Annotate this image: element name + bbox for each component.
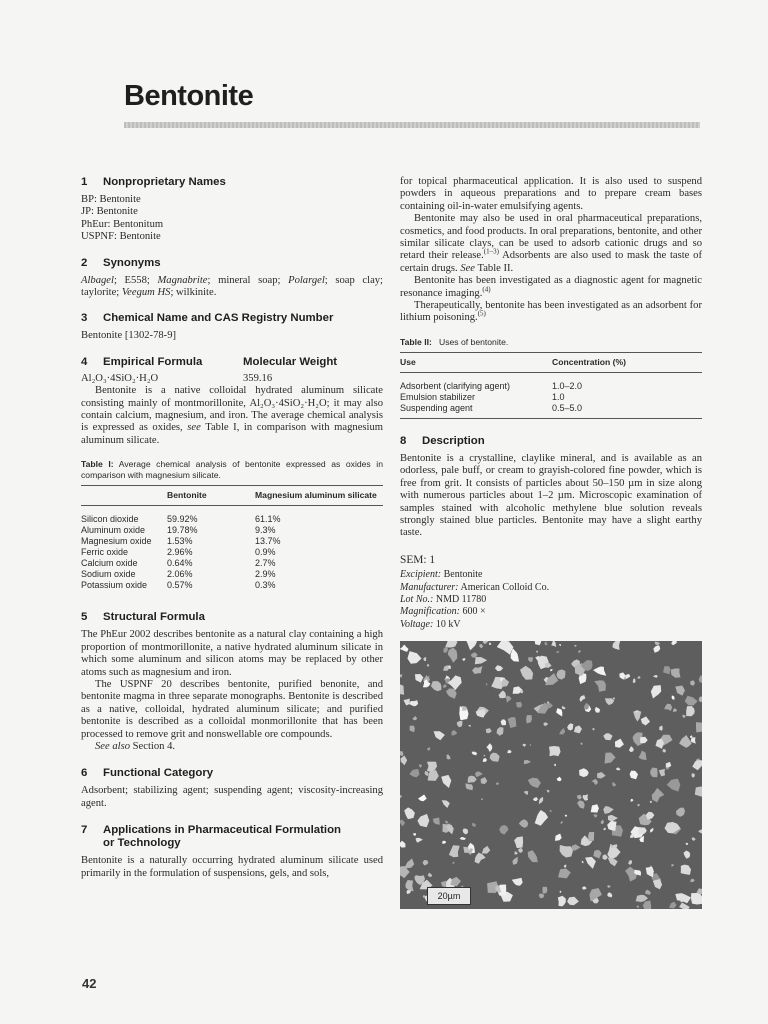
particle [696, 722, 702, 732]
micrograph-particles [400, 641, 702, 909]
table-row: Emulsion stabilizer 1.0 [400, 391, 565, 402]
uses-table [400, 352, 702, 419]
table-row: Ferric oxide 2.96% 0.9% [81, 547, 276, 558]
table-row: Magnesium oxide 1.53% 13.7% [81, 536, 281, 547]
column-header: Use [400, 356, 416, 367]
sem-title: SEM: 1 [400, 553, 436, 566]
section-heading: 1 Nonproprietary Names [81, 176, 226, 188]
name-line: USPNF: Bentonite [81, 231, 161, 243]
table-header-row [81, 486, 383, 506]
section-heading: 7 Applications in Pharmaceutical Formulation or Technology [81, 824, 341, 850]
structural-text-2: The USPNF 20 describes bentonite, purified benonite, and bentonite magma in three separate monographs. Bentonite is described as a native, colloidal, hydrated aluminum silicate; and purified bentonite is described as a colloidal monmorillonite that has been processed to remove grit and nonswellable ore compounds. [81, 678, 383, 740]
section-description [400, 435, 702, 540]
section-applications [81, 824, 383, 880]
table-1 [81, 459, 383, 595]
empirical-formula: Al₂O₃·4SiO₂·H₂O [81, 372, 159, 384]
table-row: Sodium oxide 2.06% 2.9% [81, 569, 276, 580]
particle [691, 893, 702, 905]
applications-cont-1: for topical pharmaceutical application. It is also used to suspend powders in aqueous preparations and to prepare cream bases containing oil-in-water emulsifying agents. [400, 176, 702, 212]
cas-text: Bentonite [1302-78-9] [81, 330, 177, 342]
scale-bar: 20µm [427, 887, 471, 905]
sem-metadata: Excipient: Bentonite Manufacturer: American Colloid Co. Lot No.: NMD 11780 Magnification: 600 × Voltage: 10 kV [400, 569, 550, 630]
table-row: Suspending agent 0.5–5.0 [400, 402, 583, 413]
column-header: Concentration (%) [552, 356, 626, 367]
section-heading: 6 Functional Category [81, 767, 214, 780]
table-row: Aluminum oxide 19.78% 9.3% [81, 525, 276, 536]
title-rule [124, 122, 700, 128]
right-column [400, 176, 702, 909]
table-row: Silicon dioxide 59.92% 61.1% [81, 514, 281, 525]
section-heading: 3 Chemical Name and CAS Registry Number [81, 312, 334, 325]
table-row: Potassium oxide 0.57% 0.3% [81, 580, 276, 591]
sem-micrograph [400, 641, 702, 909]
structural-text-1: The PhEur 2002 describes bentonite as a natural clay containing a high proportion of montmorillonite, a native hydrated aluminum silicate in which some aluminum and silicon atoms may be replaced by other atoms such as magnesium and iron. [81, 629, 383, 678]
applications-cont-4: Therapeutically, bentonite has been investigated as an adsorbent for lithium poisoning.$^{(5)}$ [400, 300, 702, 324]
particle [588, 832, 594, 841]
column-header: Magnesium aluminum silicate [255, 490, 377, 501]
see-also-text: See also Section 4. [95, 740, 176, 752]
name-line: BP: Bentonite [81, 194, 141, 205]
section-structural-formula [81, 611, 383, 753]
section-heading: 8 Description [400, 434, 485, 447]
name-line: JP: Bentonite [81, 206, 138, 218]
molecular-weight-heading: Molecular Weight [243, 355, 338, 368]
table-2 [400, 337, 702, 419]
section-empirical-formula [81, 356, 383, 447]
table-row: Calcium oxide 0.64% 2.7% [81, 558, 276, 569]
section-functional-category [81, 767, 383, 810]
functional-text: Adsorbent; stabilizing agent; suspending agent; viscosity-increasing agent. [81, 785, 383, 809]
section-heading: 5 Structural Formula [81, 611, 205, 624]
applications-cont-3: Bentonite has been investigated as a diagnostic agent for magnetic resonance imaging.$^{(4)}$ [400, 275, 702, 299]
oxide-analysis-table [81, 485, 383, 595]
name-line: PhEur: Bentonitum [81, 218, 164, 230]
table-row: Adsorbent (clarifying agent) 1.0–2.0 [400, 380, 583, 391]
section-heading: 4 Empirical Formula [81, 355, 203, 368]
section-synonyms [81, 257, 383, 300]
applications-cont-2: Bentonite may also be used in oral pharmaceutical preparations, cosmetics, and food products. In oral preparations, bentonite, and other similar silicate clays, can be used to adsorb cationic drugs and so retard their release.$^{(1-3)}$ Adsorbents are also used to mask the taste of certain drugs. See Table II. [400, 213, 702, 274]
table-caption: Table I: Average chemical analysis of bentonite expressed as oxides in comparison with magnesium silicate. [81, 459, 383, 481]
page-title: Bentonite [124, 80, 254, 112]
synonyms-text: Albagel; E558; Magnabrite; mineral soap; Polargel; soap clay; taylorite; Veegum HS; wilkinite. [81, 274, 384, 299]
page-number: 42 [82, 976, 97, 991]
particle [549, 746, 561, 756]
applications-text: Bentonite is a naturally occurring hydrated aluminum silicate used primarily in the formulation of suspensions, gels, and sols, [81, 855, 383, 879]
table-caption: Table II: Uses of bentonite. [400, 336, 509, 347]
description-text: Bentonite is a crystalline, claylike mineral, and is available as an odorless, pale buff, or cream to grayish-colored fine powder, which is free from grit. It consists of particles about 50–150 µm in size along with numerous particles about 1–2 µm. Microscopic examination of samples stained with alcoholic methylene blue solution reveals strongly stained blue particles. Bentonite may have a slight earthy taste. [400, 452, 702, 539]
left-column [81, 176, 383, 893]
column-header: Bentonite [167, 490, 207, 501]
table-header-row [400, 352, 702, 372]
section-heading: 2 Synonyms [81, 256, 161, 269]
section-nonproprietary-names [81, 176, 383, 244]
molecular-weight: 359.16 [243, 372, 273, 384]
formula-text: Bentonite is a native colloidal hydrated aluminum silicate consisting mainly of montmorillonite, Al₂O₃·4SiO₂·H₂O; it may also contain calcium, magnesium, and iron. The average chemical analysis is expressed as oxides, see Table I, in comparison with magnesium aluminum silicate. [81, 385, 384, 446]
section-chemical-name [81, 312, 383, 342]
